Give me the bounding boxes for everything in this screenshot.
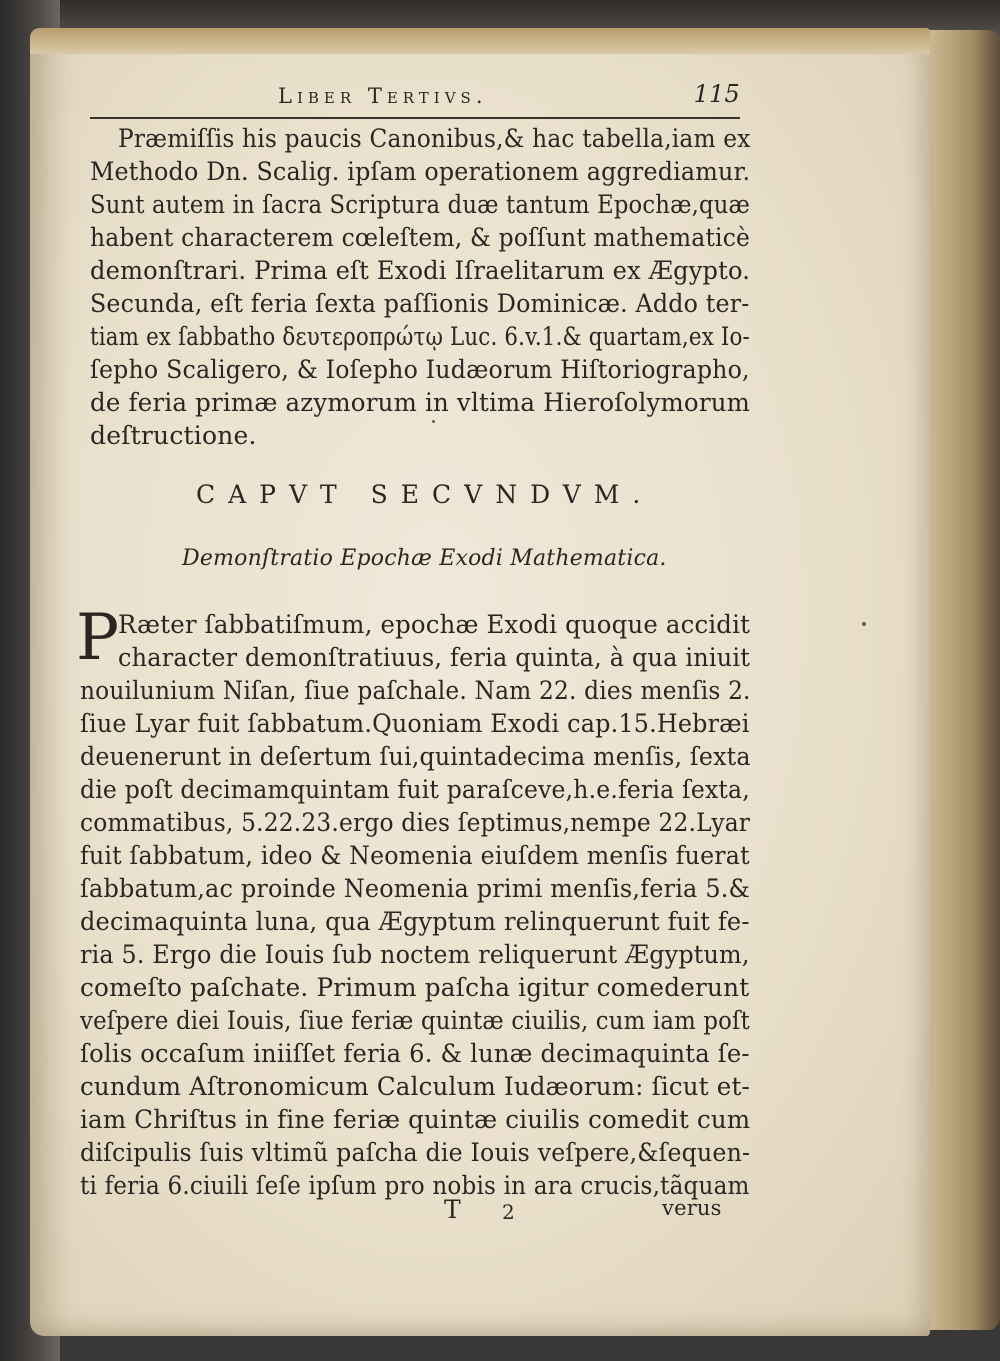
text-line: decimaquinta luna, qua Ægyptum relinquerunt fuit fe-: [80, 907, 750, 936]
chapter-heading: CAPVT SECVNDVM.: [196, 480, 654, 509]
page-top-gilt-edge: [30, 28, 930, 54]
ink-speck: [432, 420, 435, 423]
text-line: ſabbatum,ac proinde Neomenia primi menſis,feria 5.&: [80, 874, 751, 903]
text-line: veſpere diei Iouis, ſiue feriæ quintæ ciuilis, cum iam poſt: [80, 1006, 750, 1035]
signature-mark: T: [444, 1195, 461, 1224]
text-line: Methodo Dn. Scalig. ipſam operationem aggrediamur.: [90, 157, 751, 186]
text-line: Ræter ſabbatiſmum, epochæ Exodi quoque accidit: [118, 610, 751, 639]
running-head: Liber Tertivs.: [278, 84, 488, 108]
text-line: deuenerunt in deſertum ſui,quintadecima menſis, ſexta: [80, 742, 751, 771]
text-line: de feria primæ azymorum in vltima Hieroſolymorum: [90, 388, 751, 417]
catchword: verus: [662, 1196, 722, 1220]
chapter-subtitle: Demonſtratio Epochæ Exodi Mathematica.: [182, 546, 667, 571]
text-line: deſtructione.: [90, 421, 257, 450]
text-line: Præmiſſis his paucis Canonibus,& hac tabella,iam ex: [118, 124, 751, 153]
text-line: die poſt decimamquintam fuit paraſceve,h.e.feria ſexta,: [80, 775, 750, 804]
text-line: Secunda, eſt feria ſexta paſſionis Dominicæ. Addo ter-: [90, 289, 750, 318]
text-line: ſiue Lyar fuit ſabbatum.Quoniam Exodi cap.15.Hebræi: [80, 709, 750, 738]
text-line: nouilunium Niſan, ſiue paſchale. Nam 22. dies menſis 2.: [80, 676, 751, 705]
text-line: ria 5. Ergo die Iouis ſub noctem reliquerunt Ægyptum,: [80, 940, 750, 969]
page-number: 115: [693, 80, 740, 108]
text-line: Sunt autem in ſacra Scriptura duæ tantum Epochæ,quæ: [90, 190, 751, 219]
text-line: ti feria 6.ciuili ſeſe ipſum pro nobis in ara crucis,tãquam: [80, 1171, 750, 1200]
text-line: diſcipulis ſuis vltimũ paſcha die Iouis veſpere,&ſequen-: [80, 1138, 751, 1167]
text-line: ſepho Scaligero, & Ioſepho Iudæorum Hiſtoriographo,: [90, 355, 750, 384]
text-line: fuit ſabbatum, ideo & Neomenia eiuſdem menſis fuerat: [80, 841, 750, 870]
text-line: commatibus, 5.22.23.ergo dies ſeptimus,nempe 22.Lyar: [80, 808, 751, 837]
text-line: demonſtrari. Prima eſt Exodi Iſraelitarum ex Ægypto.: [90, 256, 751, 285]
text-line: comeſto paſchate. Primum paſcha igitur comederunt: [80, 973, 750, 1002]
text-line: ſolis occaſum iniiſſet feria 6. & lunæ decimaquinta ſe-: [80, 1039, 750, 1068]
text-line: iam Chriſtus in fine feriæ quintæ ciuilis comedit cum: [80, 1105, 751, 1134]
drop-cap: P: [76, 601, 120, 675]
text-line: habent characterem cœleſtem, & poſſunt mathematicè: [90, 223, 751, 252]
text-line: tiam ex ſabbatho δευτεροπρώτῳ Luc. 6.v.1.& quartam,ex Io-: [90, 322, 750, 351]
signature-number: 2: [502, 1200, 515, 1224]
header-rule: [90, 117, 740, 119]
text-line: cundum Aſtronomicum Calculum Iudæorum: ſicut et-: [80, 1072, 751, 1101]
page-header: [90, 80, 750, 116]
text-line: character demonſtratiuus, feria quinta, à qua iniuit: [118, 643, 751, 672]
ink-speck: [862, 622, 866, 626]
